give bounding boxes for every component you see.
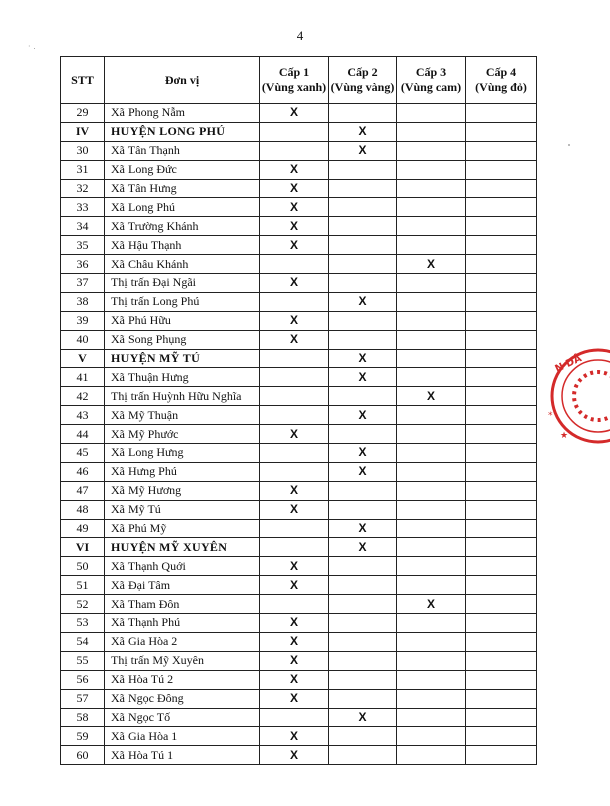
row-stt: IV bbox=[61, 122, 105, 141]
row-stt: 33 bbox=[61, 198, 105, 217]
table-header-row bbox=[61, 57, 537, 104]
level4-cell bbox=[466, 689, 537, 708]
row-unit-name: Xã Ngọc Đông bbox=[105, 689, 260, 708]
level2-cell bbox=[329, 387, 397, 406]
row-unit-name: Xã Tham Đôn bbox=[105, 595, 260, 614]
table-row bbox=[61, 651, 537, 670]
level2-cell: X bbox=[329, 368, 397, 387]
level3-cell bbox=[397, 481, 466, 500]
level3-cell bbox=[397, 632, 466, 651]
table-row bbox=[61, 160, 537, 179]
level3-cell: X bbox=[397, 387, 466, 406]
table-row bbox=[61, 444, 537, 463]
row-unit-name: Xã Phong Nẫm bbox=[105, 104, 260, 123]
level4-cell bbox=[466, 104, 537, 123]
level3-cell: X bbox=[397, 255, 466, 274]
level3-cell bbox=[397, 519, 466, 538]
row-stt: 58 bbox=[61, 708, 105, 727]
level3-cell bbox=[397, 614, 466, 633]
row-stt: 57 bbox=[61, 689, 105, 708]
level4-cell bbox=[466, 406, 537, 425]
level1-cell bbox=[260, 368, 329, 387]
level1-cell: X bbox=[260, 651, 329, 670]
level4-cell bbox=[466, 614, 537, 633]
level2-cell bbox=[329, 160, 397, 179]
table-row bbox=[61, 557, 537, 576]
row-unit-name: Xã Hưng Phú bbox=[105, 462, 260, 481]
row-unit-name: Xã Mỹ Phước bbox=[105, 425, 260, 444]
row-unit-name: Xã Thạnh Phú bbox=[105, 614, 260, 633]
scan-artifact: · . bbox=[28, 42, 36, 51]
level2-cell bbox=[329, 500, 397, 519]
level4-cell bbox=[466, 255, 537, 274]
level2-cell bbox=[329, 198, 397, 217]
level4-cell bbox=[466, 292, 537, 311]
table-row bbox=[61, 406, 537, 425]
level4-cell bbox=[466, 670, 537, 689]
row-unit-name: Xã Mỹ Hương bbox=[105, 481, 260, 500]
level1-cell bbox=[260, 708, 329, 727]
row-stt: 41 bbox=[61, 368, 105, 387]
level4-cell bbox=[466, 746, 537, 765]
level3-cell bbox=[397, 727, 466, 746]
row-stt: 39 bbox=[61, 311, 105, 330]
table-row bbox=[61, 292, 537, 311]
level3-cell bbox=[397, 746, 466, 765]
level1-cell: X bbox=[260, 198, 329, 217]
level2-cell bbox=[329, 311, 397, 330]
table-row bbox=[61, 576, 537, 595]
header-stt: STT bbox=[61, 57, 105, 104]
level1-cell: X bbox=[260, 557, 329, 576]
row-unit-name: Xã Hòa Tú 2 bbox=[105, 670, 260, 689]
row-stt: 50 bbox=[61, 557, 105, 576]
level2-cell: X bbox=[329, 519, 397, 538]
level3-cell bbox=[397, 500, 466, 519]
row-unit-name: Xã Tân Thạnh bbox=[105, 141, 260, 160]
row-unit-name: Xã Ngọc Tố bbox=[105, 708, 260, 727]
row-stt: 37 bbox=[61, 274, 105, 293]
row-stt: 49 bbox=[61, 519, 105, 538]
level2-cell bbox=[329, 179, 397, 198]
zone-classification-table bbox=[60, 56, 537, 765]
row-stt: 42 bbox=[61, 387, 105, 406]
page-number: 4 bbox=[296, 28, 304, 43]
level3-cell bbox=[397, 217, 466, 236]
level3-cell bbox=[397, 198, 466, 217]
row-stt: VI bbox=[61, 538, 105, 557]
svg-text:*: * bbox=[548, 411, 553, 421]
row-stt: 44 bbox=[61, 425, 105, 444]
level2-cell: X bbox=[329, 444, 397, 463]
level4-cell bbox=[466, 274, 537, 293]
level2-cell bbox=[329, 727, 397, 746]
table-row bbox=[61, 746, 537, 765]
level1-cell: X bbox=[260, 330, 329, 349]
row-stt: 31 bbox=[61, 160, 105, 179]
level2-cell bbox=[329, 274, 397, 293]
official-seal bbox=[546, 346, 610, 446]
level4-cell bbox=[466, 122, 537, 141]
row-unit-name: HUYỆN MỸ TÚ bbox=[105, 349, 260, 368]
row-unit-name: HUYỆN MỸ XUYÊN bbox=[105, 538, 260, 557]
table-row bbox=[61, 595, 537, 614]
level3-cell bbox=[397, 141, 466, 160]
level4-cell bbox=[466, 651, 537, 670]
level1-cell: X bbox=[260, 311, 329, 330]
level2-cell: X bbox=[329, 538, 397, 557]
row-stt: 46 bbox=[61, 462, 105, 481]
row-stt: 56 bbox=[61, 670, 105, 689]
row-unit-name: Xã Hòa Tú 1 bbox=[105, 746, 260, 765]
level2-cell: X bbox=[329, 406, 397, 425]
row-unit-name: Xã Thuận Hưng bbox=[105, 368, 260, 387]
level3-cell bbox=[397, 651, 466, 670]
level3-cell bbox=[397, 444, 466, 463]
svg-text:★: ★ bbox=[560, 431, 569, 441]
row-unit-name: Thị trấn Mỹ Xuyên bbox=[105, 651, 260, 670]
table-row bbox=[61, 217, 537, 236]
level1-cell: X bbox=[260, 689, 329, 708]
level1-cell bbox=[260, 292, 329, 311]
level2-cell bbox=[329, 104, 397, 123]
level1-cell bbox=[260, 141, 329, 160]
level3-cell bbox=[397, 179, 466, 198]
level1-cell bbox=[260, 349, 329, 368]
level4-cell bbox=[466, 444, 537, 463]
level3-cell bbox=[397, 462, 466, 481]
table-row bbox=[61, 500, 537, 519]
level4-cell bbox=[466, 519, 537, 538]
level2-cell: X bbox=[329, 292, 397, 311]
level4-cell bbox=[466, 198, 537, 217]
level4-cell bbox=[466, 462, 537, 481]
level4-cell bbox=[466, 727, 537, 746]
row-stt: 55 bbox=[61, 651, 105, 670]
level2-cell bbox=[329, 236, 397, 255]
level2-cell bbox=[329, 255, 397, 274]
level4-cell bbox=[466, 595, 537, 614]
level1-cell: X bbox=[260, 500, 329, 519]
level2-cell bbox=[329, 689, 397, 708]
row-unit-name: Xã Thạnh Quới bbox=[105, 557, 260, 576]
level2-cell bbox=[329, 330, 397, 349]
table-row bbox=[61, 179, 537, 198]
header-level4: Cấp 4 (Vùng đỏ) bbox=[466, 57, 537, 104]
row-unit-name: HUYỆN LONG PHÚ bbox=[105, 122, 260, 141]
level1-cell: X bbox=[260, 425, 329, 444]
level4-cell bbox=[466, 387, 537, 406]
seal-partial-text: N DÂ bbox=[553, 353, 584, 375]
level3-cell bbox=[397, 330, 466, 349]
level2-cell: X bbox=[329, 141, 397, 160]
row-stt: 59 bbox=[61, 727, 105, 746]
level2-cell bbox=[329, 481, 397, 500]
district-row bbox=[61, 349, 537, 368]
table-row bbox=[61, 519, 537, 538]
level4-cell bbox=[466, 349, 537, 368]
row-unit-name: Xã Châu Khánh bbox=[105, 255, 260, 274]
level1-cell: X bbox=[260, 481, 329, 500]
row-unit-name: Xã Tân Hưng bbox=[105, 179, 260, 198]
level4-cell bbox=[466, 217, 537, 236]
level3-cell bbox=[397, 538, 466, 557]
level4-cell bbox=[466, 500, 537, 519]
row-stt: V bbox=[61, 349, 105, 368]
level4-cell bbox=[466, 141, 537, 160]
row-stt: 47 bbox=[61, 481, 105, 500]
level1-cell: X bbox=[260, 104, 329, 123]
table-row bbox=[61, 708, 537, 727]
level2-cell: X bbox=[329, 462, 397, 481]
level2-cell bbox=[329, 670, 397, 689]
level3-cell bbox=[397, 236, 466, 255]
row-stt: 51 bbox=[61, 576, 105, 595]
level1-cell: X bbox=[260, 274, 329, 293]
header-level1: Cấp 1 (Vùng xanh) bbox=[260, 57, 329, 104]
row-stt: 36 bbox=[61, 255, 105, 274]
row-unit-name: Xã Long Đức bbox=[105, 160, 260, 179]
level1-cell: X bbox=[260, 576, 329, 595]
table-row bbox=[61, 368, 537, 387]
level3-cell bbox=[397, 274, 466, 293]
row-unit-name: Xã Đại Tâm bbox=[105, 576, 260, 595]
row-stt: 54 bbox=[61, 632, 105, 651]
level2-cell bbox=[329, 576, 397, 595]
level1-cell bbox=[260, 406, 329, 425]
row-unit-name: Xã Phú Mỹ bbox=[105, 519, 260, 538]
row-stt: 40 bbox=[61, 330, 105, 349]
table-row bbox=[61, 255, 537, 274]
row-stt: 34 bbox=[61, 217, 105, 236]
row-unit-name: Xã Trường Khánh bbox=[105, 217, 260, 236]
district-row bbox=[61, 122, 537, 141]
table-row bbox=[61, 670, 537, 689]
row-stt: 38 bbox=[61, 292, 105, 311]
scan-artifact-dot bbox=[568, 144, 570, 146]
level3-cell bbox=[397, 160, 466, 179]
level1-cell bbox=[260, 538, 329, 557]
row-unit-name: Xã Gia Hòa 1 bbox=[105, 727, 260, 746]
header-level2: Cấp 2 (Vùng vàng) bbox=[329, 57, 397, 104]
table-row bbox=[61, 274, 537, 293]
level3-cell bbox=[397, 689, 466, 708]
level1-cell: X bbox=[260, 179, 329, 198]
level2-cell: X bbox=[329, 122, 397, 141]
row-unit-name: Thị trấn Huỳnh Hữu Nghĩa bbox=[105, 387, 260, 406]
level4-cell bbox=[466, 368, 537, 387]
row-unit-name: Xã Hậu Thạnh bbox=[105, 236, 260, 255]
level3-cell: X bbox=[397, 595, 466, 614]
level1-cell: X bbox=[260, 236, 329, 255]
row-unit-name: Xã Mỹ Tú bbox=[105, 500, 260, 519]
row-unit-name: Xã Phú Hữu bbox=[105, 311, 260, 330]
level3-cell bbox=[397, 425, 466, 444]
table-row bbox=[61, 330, 537, 349]
table-row bbox=[61, 689, 537, 708]
level3-cell bbox=[397, 708, 466, 727]
level3-cell bbox=[397, 557, 466, 576]
level4-cell bbox=[466, 708, 537, 727]
level2-cell: X bbox=[329, 349, 397, 368]
row-unit-name: Xã Gia Hòa 2 bbox=[105, 632, 260, 651]
level3-cell bbox=[397, 406, 466, 425]
table-row bbox=[61, 727, 537, 746]
table-body bbox=[61, 104, 537, 765]
level1-cell: X bbox=[260, 217, 329, 236]
level1-cell: X bbox=[260, 727, 329, 746]
table-row bbox=[61, 236, 537, 255]
row-unit-name: Thị trấn Long Phú bbox=[105, 292, 260, 311]
level3-cell bbox=[397, 104, 466, 123]
level2-cell bbox=[329, 217, 397, 236]
level4-cell bbox=[466, 179, 537, 198]
level1-cell bbox=[260, 595, 329, 614]
row-stt: 48 bbox=[61, 500, 105, 519]
level4-cell bbox=[466, 632, 537, 651]
level2-cell bbox=[329, 595, 397, 614]
level4-cell bbox=[466, 236, 537, 255]
table-row bbox=[61, 425, 537, 444]
level4-cell bbox=[466, 538, 537, 557]
level2-cell: X bbox=[329, 708, 397, 727]
table-row bbox=[61, 481, 537, 500]
level1-cell bbox=[260, 122, 329, 141]
level4-cell bbox=[466, 425, 537, 444]
level4-cell bbox=[466, 160, 537, 179]
level1-cell bbox=[260, 444, 329, 463]
level3-cell bbox=[397, 311, 466, 330]
level1-cell bbox=[260, 462, 329, 481]
row-stt: 30 bbox=[61, 141, 105, 160]
level1-cell: X bbox=[260, 614, 329, 633]
level1-cell bbox=[260, 255, 329, 274]
level4-cell bbox=[466, 481, 537, 500]
row-unit-name: Xã Long Hưng bbox=[105, 444, 260, 463]
level1-cell: X bbox=[260, 746, 329, 765]
level1-cell bbox=[260, 387, 329, 406]
table-row bbox=[61, 141, 537, 160]
level4-cell bbox=[466, 330, 537, 349]
level4-cell bbox=[466, 311, 537, 330]
level1-cell: X bbox=[260, 670, 329, 689]
row-stt: 29 bbox=[61, 104, 105, 123]
header-unit: Đơn vị bbox=[105, 57, 260, 104]
level3-cell bbox=[397, 122, 466, 141]
level1-cell bbox=[260, 519, 329, 538]
level3-cell bbox=[397, 576, 466, 595]
row-stt: 52 bbox=[61, 595, 105, 614]
row-stt: 60 bbox=[61, 746, 105, 765]
row-unit-name: Xã Long Phú bbox=[105, 198, 260, 217]
level4-cell bbox=[466, 576, 537, 595]
row-stt: 35 bbox=[61, 236, 105, 255]
level2-cell bbox=[329, 746, 397, 765]
level2-cell bbox=[329, 632, 397, 651]
header-level3: Cấp 3 (Vùng cam) bbox=[397, 57, 466, 104]
table-row bbox=[61, 632, 537, 651]
level4-cell bbox=[466, 557, 537, 576]
table-row bbox=[61, 311, 537, 330]
row-unit-name: Xã Mỹ Thuận bbox=[105, 406, 260, 425]
row-stt: 53 bbox=[61, 614, 105, 633]
row-stt: 43 bbox=[61, 406, 105, 425]
level2-cell bbox=[329, 614, 397, 633]
level3-cell bbox=[397, 349, 466, 368]
level3-cell bbox=[397, 368, 466, 387]
row-stt: 32 bbox=[61, 179, 105, 198]
table-row bbox=[61, 614, 537, 633]
level3-cell bbox=[397, 292, 466, 311]
table-row bbox=[61, 104, 537, 123]
level3-cell bbox=[397, 670, 466, 689]
table-row bbox=[61, 198, 537, 217]
level2-cell bbox=[329, 425, 397, 444]
level2-cell bbox=[329, 651, 397, 670]
table-row bbox=[61, 387, 537, 406]
level1-cell: X bbox=[260, 632, 329, 651]
row-unit-name: Thị trấn Đại Ngãi bbox=[105, 274, 260, 293]
row-stt: 45 bbox=[61, 444, 105, 463]
level2-cell bbox=[329, 557, 397, 576]
level1-cell: X bbox=[260, 160, 329, 179]
row-unit-name: Xã Song Phụng bbox=[105, 330, 260, 349]
district-row bbox=[61, 538, 537, 557]
table-row bbox=[61, 462, 537, 481]
